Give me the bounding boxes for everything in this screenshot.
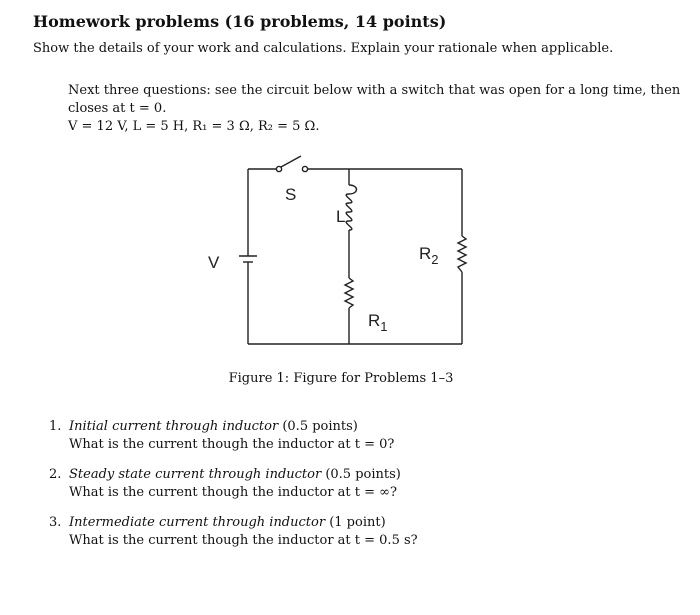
intro-line-2: closes at t = 0.: [68, 101, 167, 116]
switch-contact-right: [302, 166, 307, 171]
circuit-diagram: [195, 148, 475, 358]
question-2: 2. Steady state current through inductor (0.5 points) What is the current though the inductor at t = ∞?: [49, 467, 401, 500]
question-text: What is the current though the inductor at t = ∞?: [69, 485, 397, 500]
inductor-label: L: [336, 207, 346, 226]
page-title: Homework problems (16 problems, 14 points): [33, 12, 447, 31]
instructions: Show the details of your work and calculations. Explain your rationale when applicable.: [33, 41, 614, 56]
question-title: Intermediate current through inductor: [69, 515, 326, 530]
switch-label: S: [285, 185, 297, 204]
question-text: What is the current though the inductor at t = 0?: [69, 437, 395, 452]
voltage-label: V: [208, 253, 220, 272]
question-text: What is the current though the inductor at t = 0.5 s?: [69, 533, 418, 548]
r2-label: $R_2$: [419, 244, 439, 267]
resistor-r1: [345, 278, 353, 308]
question-1: 1. Initial current through inductor (0.5 points) What is the current though the inductor at t = 0?: [49, 419, 395, 452]
question-title: Initial current through inductor: [69, 419, 279, 434]
r1-label: $R_1$: [368, 311, 388, 334]
inductor-coil: [346, 185, 356, 230]
r2-subscript: 2: [431, 252, 439, 267]
switch-blade: [281, 156, 301, 167]
question-3: 3. Intermediate current through inductor (1 point) What is the current though the inductor at t = 0.5 s?: [49, 515, 418, 548]
resistor-r2: [458, 236, 466, 272]
figure-caption: Figure 1: Figure for Problems 1–3: [228, 371, 454, 386]
problem-intro: [68, 82, 681, 136]
intro-line-1: Next three questions: see the circuit below with a switch that was open for a long time, then: [68, 83, 681, 98]
switch-contact-left: [276, 166, 281, 171]
question-title: Steady state current through inductor: [69, 467, 322, 482]
r1-subscript: 1: [380, 319, 388, 334]
circuit-parameters: V = 12 V, L = 5 H, R₁ = 3 Ω, R₂ = 5 Ω.: [68, 119, 320, 134]
